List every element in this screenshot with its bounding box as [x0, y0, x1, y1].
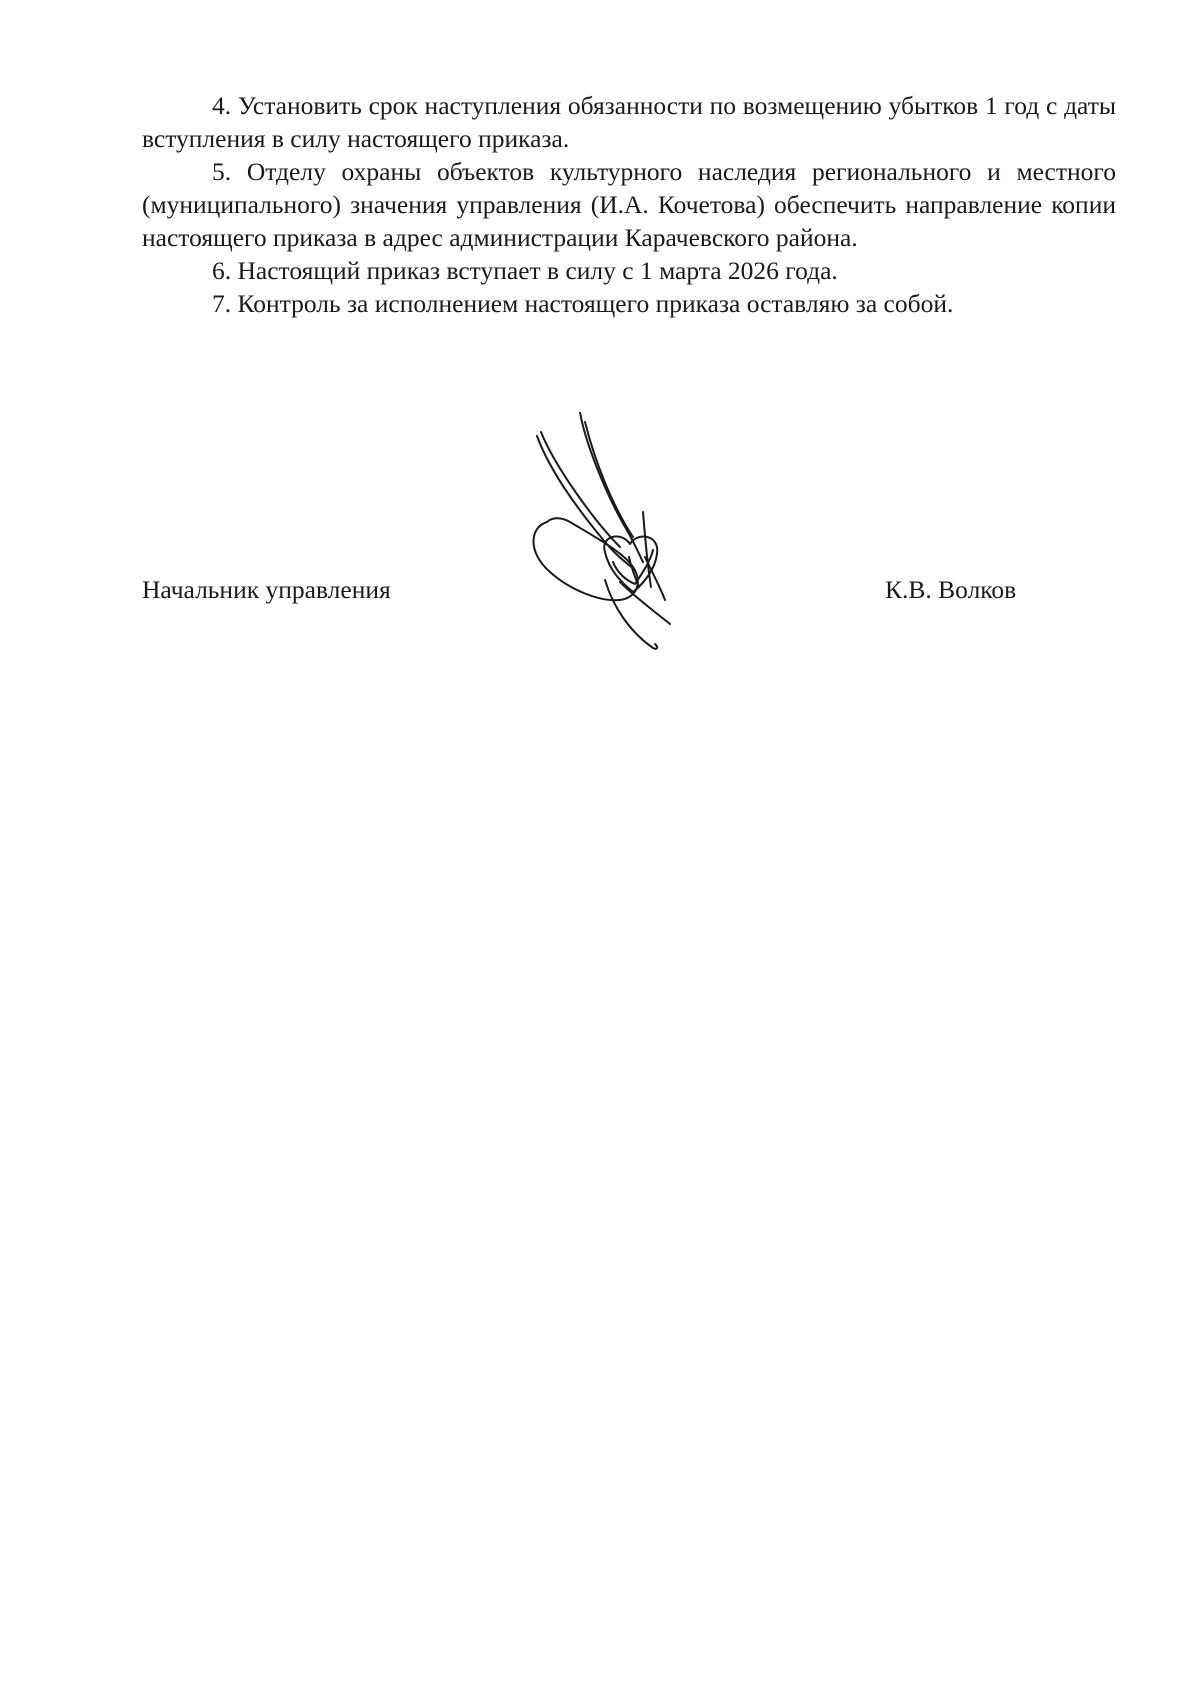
paragraph-item-6: 6. Настоящий приказ вступает в силу с 1 марта 2026 года.: [212, 256, 838, 285]
handwritten-signature-icon: [525, 412, 695, 652]
paragraph-item-4: 4. Установить срок наступления обязанности по возмещению убытков 1 год с даты вступления в силу настоящего приказа.: [142, 91, 1116, 153]
order-body: [142, 89, 1116, 320]
paragraph-item-5: 5. Отделу охраны объектов культурного наследия регионального и местного (муниципального) значения управления (И.А. Кочетова) обеспечить направление копии настоящего приказа в адрес администрации Карачевского района.: [142, 157, 1116, 252]
position-title: Начальник управления: [142, 575, 391, 604]
paragraph-item-7: 7. Контроль за исполнением настоящего приказа оставляю за собой.: [212, 289, 954, 318]
signer-name: К.В. Волков: [885, 575, 1017, 604]
